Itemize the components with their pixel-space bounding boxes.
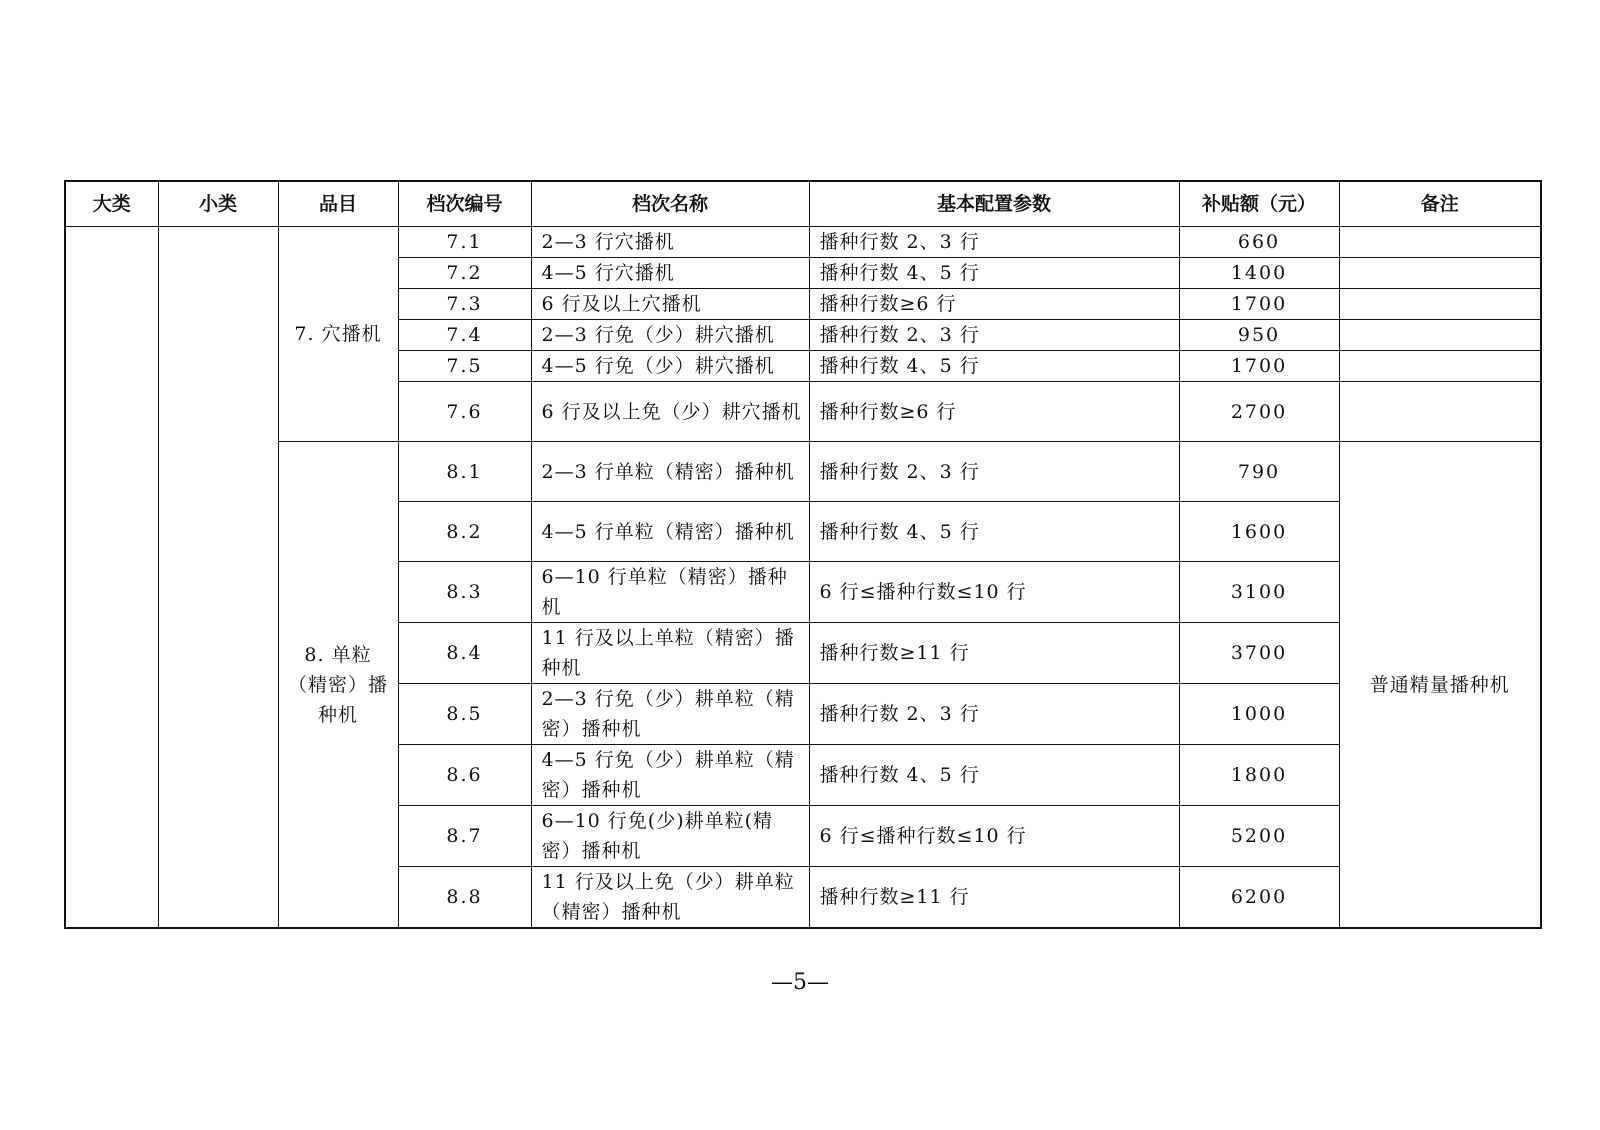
config-param: 播种行数≥11 行 bbox=[809, 867, 1179, 929]
grade-name: 2—3 行穴播机 bbox=[531, 227, 809, 258]
header-remarks: 备注 bbox=[1339, 181, 1541, 227]
grade-name: 2—3 行免（少）耕穴播机 bbox=[531, 320, 809, 351]
subsidy-amount: 3700 bbox=[1179, 623, 1339, 684]
subsidy-amount: 790 bbox=[1179, 442, 1339, 502]
grade-code: 8.7 bbox=[398, 806, 531, 867]
remarks-cell: 普通精量播种机 bbox=[1339, 442, 1541, 929]
grade-name: 4—5 行免（少）耕单粒（精密）播种机 bbox=[531, 745, 809, 806]
grade-code: 8.1 bbox=[398, 442, 531, 502]
subsidy-table bbox=[64, 180, 1542, 929]
config-param: 播种行数≥11 行 bbox=[809, 623, 1179, 684]
grade-code: 8.4 bbox=[398, 623, 531, 684]
grade-name: 2—3 行免（少）耕单粒（精密）播种机 bbox=[531, 684, 809, 745]
table-row bbox=[65, 227, 1541, 258]
grade-name: 6—10 行单粒（精密）播种机 bbox=[531, 562, 809, 623]
grade-code: 8.8 bbox=[398, 867, 531, 929]
subsidy-amount: 1000 bbox=[1179, 684, 1339, 745]
grade-name: 6—10 行免(少)耕单粒(精密）播种机 bbox=[531, 806, 809, 867]
remarks-cell bbox=[1339, 258, 1541, 289]
header-category: 大类 bbox=[65, 181, 158, 227]
config-param: 播种行数 2、3 行 bbox=[809, 320, 1179, 351]
config-param: 播种行数≥6 行 bbox=[809, 382, 1179, 442]
grade-code: 8.3 bbox=[398, 562, 531, 623]
header-grade-code: 档次编号 bbox=[398, 181, 531, 227]
subcategory-cell bbox=[158, 227, 278, 929]
remarks-cell bbox=[1339, 382, 1541, 442]
header-subcategory: 小类 bbox=[158, 181, 278, 227]
item-cell: 7. 穴播机 bbox=[278, 227, 398, 442]
grade-code: 7.1 bbox=[398, 227, 531, 258]
header-grade-name: 档次名称 bbox=[531, 181, 809, 227]
grade-code: 8.2 bbox=[398, 502, 531, 562]
config-param: 播种行数 4、5 行 bbox=[809, 745, 1179, 806]
config-param: 播种行数 4、5 行 bbox=[809, 351, 1179, 382]
grade-name: 4—5 行穴播机 bbox=[531, 258, 809, 289]
subsidy-amount: 950 bbox=[1179, 320, 1339, 351]
subsidy-amount: 1700 bbox=[1179, 351, 1339, 382]
remarks-cell bbox=[1339, 351, 1541, 382]
config-param: 播种行数 2、3 行 bbox=[809, 442, 1179, 502]
grade-code: 7.6 bbox=[398, 382, 531, 442]
grade-name: 2—3 行单粒（精密）播种机 bbox=[531, 442, 809, 502]
config-param: 播种行数 2、3 行 bbox=[809, 227, 1179, 258]
grade-code: 7.3 bbox=[398, 289, 531, 320]
config-param: 播种行数 4、5 行 bbox=[809, 258, 1179, 289]
subsidy-amount: 1800 bbox=[1179, 745, 1339, 806]
subsidy-amount: 1700 bbox=[1179, 289, 1339, 320]
subsidy-amount: 1400 bbox=[1179, 258, 1339, 289]
header-config-params: 基本配置参数 bbox=[809, 181, 1179, 227]
remarks-cell bbox=[1339, 227, 1541, 258]
grade-code: 7.2 bbox=[398, 258, 531, 289]
table-row bbox=[65, 442, 1541, 502]
config-param: 播种行数 4、5 行 bbox=[809, 502, 1179, 562]
config-param: 播种行数 2、3 行 bbox=[809, 684, 1179, 745]
grade-code: 7.5 bbox=[398, 351, 531, 382]
grade-name: 4—5 行单粒（精密）播种机 bbox=[531, 502, 809, 562]
category-cell bbox=[65, 227, 158, 929]
header-row bbox=[65, 181, 1541, 227]
grade-name: 11 行及以上免（少）耕单粒（精密）播种机 bbox=[531, 867, 809, 929]
grade-code: 7.4 bbox=[398, 320, 531, 351]
grade-name: 6 行及以上穴播机 bbox=[531, 289, 809, 320]
header-subsidy: 补贴额（元） bbox=[1179, 181, 1339, 227]
header-item: 品目 bbox=[278, 181, 398, 227]
grade-name: 6 行及以上免（少）耕穴播机 bbox=[531, 382, 809, 442]
remarks-cell bbox=[1339, 320, 1541, 351]
grade-name: 4—5 行免（少）耕穴播机 bbox=[531, 351, 809, 382]
subsidy-amount: 5200 bbox=[1179, 806, 1339, 867]
config-param: 6 行≤播种行数≤10 行 bbox=[809, 806, 1179, 867]
subsidy-amount: 6200 bbox=[1179, 867, 1339, 929]
subsidy-amount: 660 bbox=[1179, 227, 1339, 258]
grade-code: 8.6 bbox=[398, 745, 531, 806]
subsidy-amount: 3100 bbox=[1179, 562, 1339, 623]
config-param: 6 行≤播种行数≤10 行 bbox=[809, 562, 1179, 623]
page-number: —5— bbox=[771, 970, 829, 995]
config-param: 播种行数≥6 行 bbox=[809, 289, 1179, 320]
subsidy-amount: 2700 bbox=[1179, 382, 1339, 442]
grade-code: 8.5 bbox=[398, 684, 531, 745]
item-cell: 8. 单粒（精密）播种机 bbox=[278, 442, 398, 929]
remarks-cell bbox=[1339, 289, 1541, 320]
grade-name: 11 行及以上单粒（精密）播种机 bbox=[531, 623, 809, 684]
subsidy-amount: 1600 bbox=[1179, 502, 1339, 562]
